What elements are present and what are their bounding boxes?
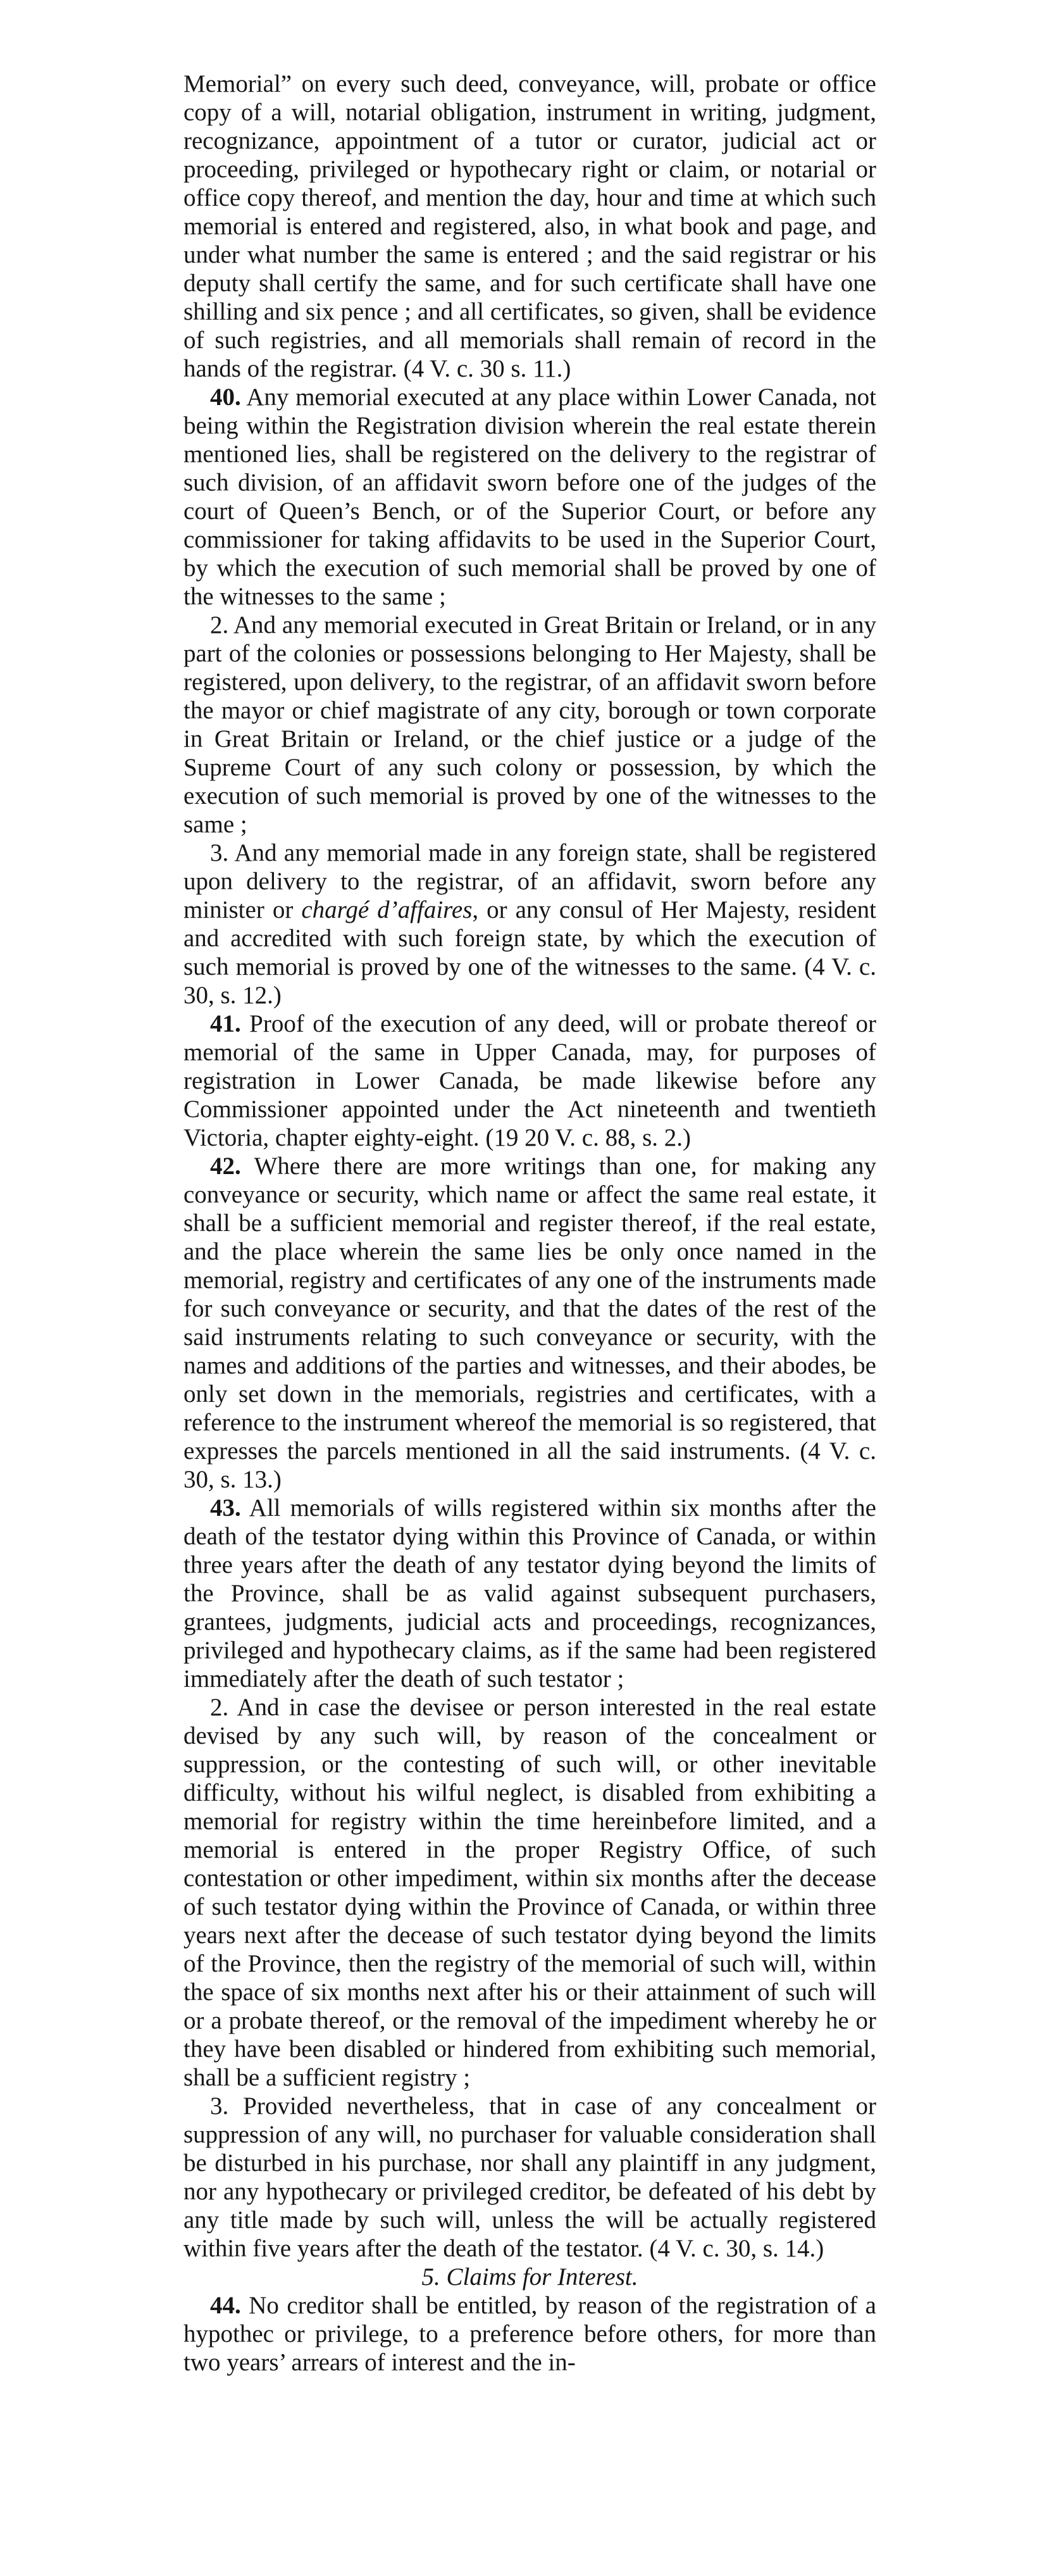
section-40-subsection-3: 3. And any memorial made in any foreign state, shall be registered upon delivery to the registrar, of an affidavit, sworn before any minister or chargé d’affaires, or any consul of Her Majesty, resident and accredited with such foreign state, by which the execution of such memorial is proved by one of the witnesses to the same. (4 V. c. 30, s. 12.): [183, 839, 877, 1009]
paragraph-memorial-certificate: Memorial” on every such deed, conveyance, will, probate or office copy of a will, notarial obligation, instrument in writing, judgment, recognizance, appointment of a tutor or curator, judicial act or proceeding, privileged or hypothecary right or claim, or notarial or office copy thereof, and mention the day, hour and time at which such memorial is entered and registered, also, in what book and page, and under what number the same is entered ; and the said registrar or his deputy shall certify the same, and for such certificate shall have one shilling and six pence ; and all certificates, so given, shall be evidence of such registries, and all memorials shall remain of record in the hands of the registrar. (4 V. c. 30 s. 11.): [183, 70, 876, 382]
section-42: [183, 1152, 876, 1494]
subheading-claims-for-interest: 5. Claims for Interest.: [421, 2263, 638, 2291]
italic-term: chargé d’affaires: [301, 896, 473, 923]
document-page: [183, 70, 876, 2377]
section-43-subsection-3: 3. Provided nevertheless, that in case of any concealment or suppression of any will, no purchaser for valuable consideration shall be disturbed in his purchase, nor shall any plaintiff in any judgment, nor any hypothecary or privileged creditor, be defeated of his debt by any title made by such will, unless the will be actually registered within five years after the death of the testator. (4 V. c. 30, s. 14.): [183, 2092, 876, 2262]
section-text: Any memorial executed at any place within Lower Canada, not being within the Registration division wherein the real estate therein mentioned lies, shall be registered on the delivery to the registrar of such division, of an affidavit sworn before one of the judges of the court of Queen’s Bench, or of the Superior Court, or before any commissioner for taking affidavits to be used in the Superior Court, by which the execution of such memorial shall be proved by one of the witnesses to the same ;: [183, 384, 876, 610]
section-text: All memorials of wills registered within six months after the death of the testator dying within this Province of Canada, or within three years after the death of any testator dying beyond the limits of the Province, shall be as valid against subsequent purchasers, grantees, judgments, judicial acts and proceedings, recognizances, privileged and hypothecary claims, as if the same had been registered immediately after the death of such testator ;: [183, 1494, 876, 1692]
section-43-subsection-2: 2. And in case the devisee or person interested in the real estate devised by any such will, by reason of the concealment or suppression, or the contesting of such will, or other inevitable difficulty, without his wilful neglect, is disabled from exhibiting a memorial for registry within the time hereinbefore limited, and a memorial is entered in the proper Registry Office, of such contestation or other impediment, within six months after the decease of such testator dying within the Province of Canada, or within three years next after the decease of such testator dying beyond the limits of the Province, then the registry of the memorial of such will, within the space of six months next after his or their attainment of such will or a probate thereof, or the removal of the impediment whereby he or they have been disabled or hindered from exhibiting such memorial, shall be a sufficient registry ;: [183, 1694, 876, 2091]
section-text: Proof of the execution of any deed, will or probate thereof or memorial of the same in Upper Canada, may, for purposes of registration in Lower Canada, be made likewise before any Commissioner appointed under the Act nineteenth and twentieth Victoria, chapter eighty-eight. (19 20 V. c. 88, s. 2.): [183, 1010, 876, 1151]
section-number: 40.: [210, 384, 241, 411]
section-text: Where there are more writings than one, for making any conveyance or security, which name or affect the same real estate, it shall be a sufficient memorial and register thereof, if the real estate, and the place wherein the same lies be only once named in the memorial, registry and certificates of any one of the instruments made for such conveyance or security, and that the dates of the rest of the said instruments relating to such conveyance or security, with the names and additions of the parties and witnesses, and their abodes, be only set down in the memorials, registries and certificates, with a reference to the instrument whereof the memorial is so registered, that expresses the parcels mentioned in all the said instruments. (4 V. c. 30, s. 13.): [183, 1153, 876, 1493]
section-43: [183, 1494, 876, 1693]
section-number: 41.: [210, 1010, 241, 1037]
section-40: [183, 383, 876, 611]
section-44: [183, 2291, 876, 2377]
section-number: 42.: [210, 1153, 241, 1180]
section-text: No creditor shall be entitled, by reason of the registration of a hypothec or privilege, to a preference before others, for more than two years’ arrears of interest and the in-: [183, 2292, 876, 2376]
section-number: 44.: [210, 2292, 241, 2319]
section-41: [183, 1010, 876, 1152]
section-number: 43.: [210, 1494, 241, 1522]
section-40-subsection-2: 2. And any memorial executed in Great Britain or Ireland, or in any part of the colonies or possessions belonging to Her Majesty, shall be registered, upon delivery, to the registrar, of an affidavit sworn before the mayor or chief magistrate of any city, borough or town corporate in Great Britain or Ireland, or the chief justice or a judge of the Supreme Court of any such colony or possession, by which the execution of such memorial is proved by one of the witnesses to the same ;: [183, 611, 876, 838]
